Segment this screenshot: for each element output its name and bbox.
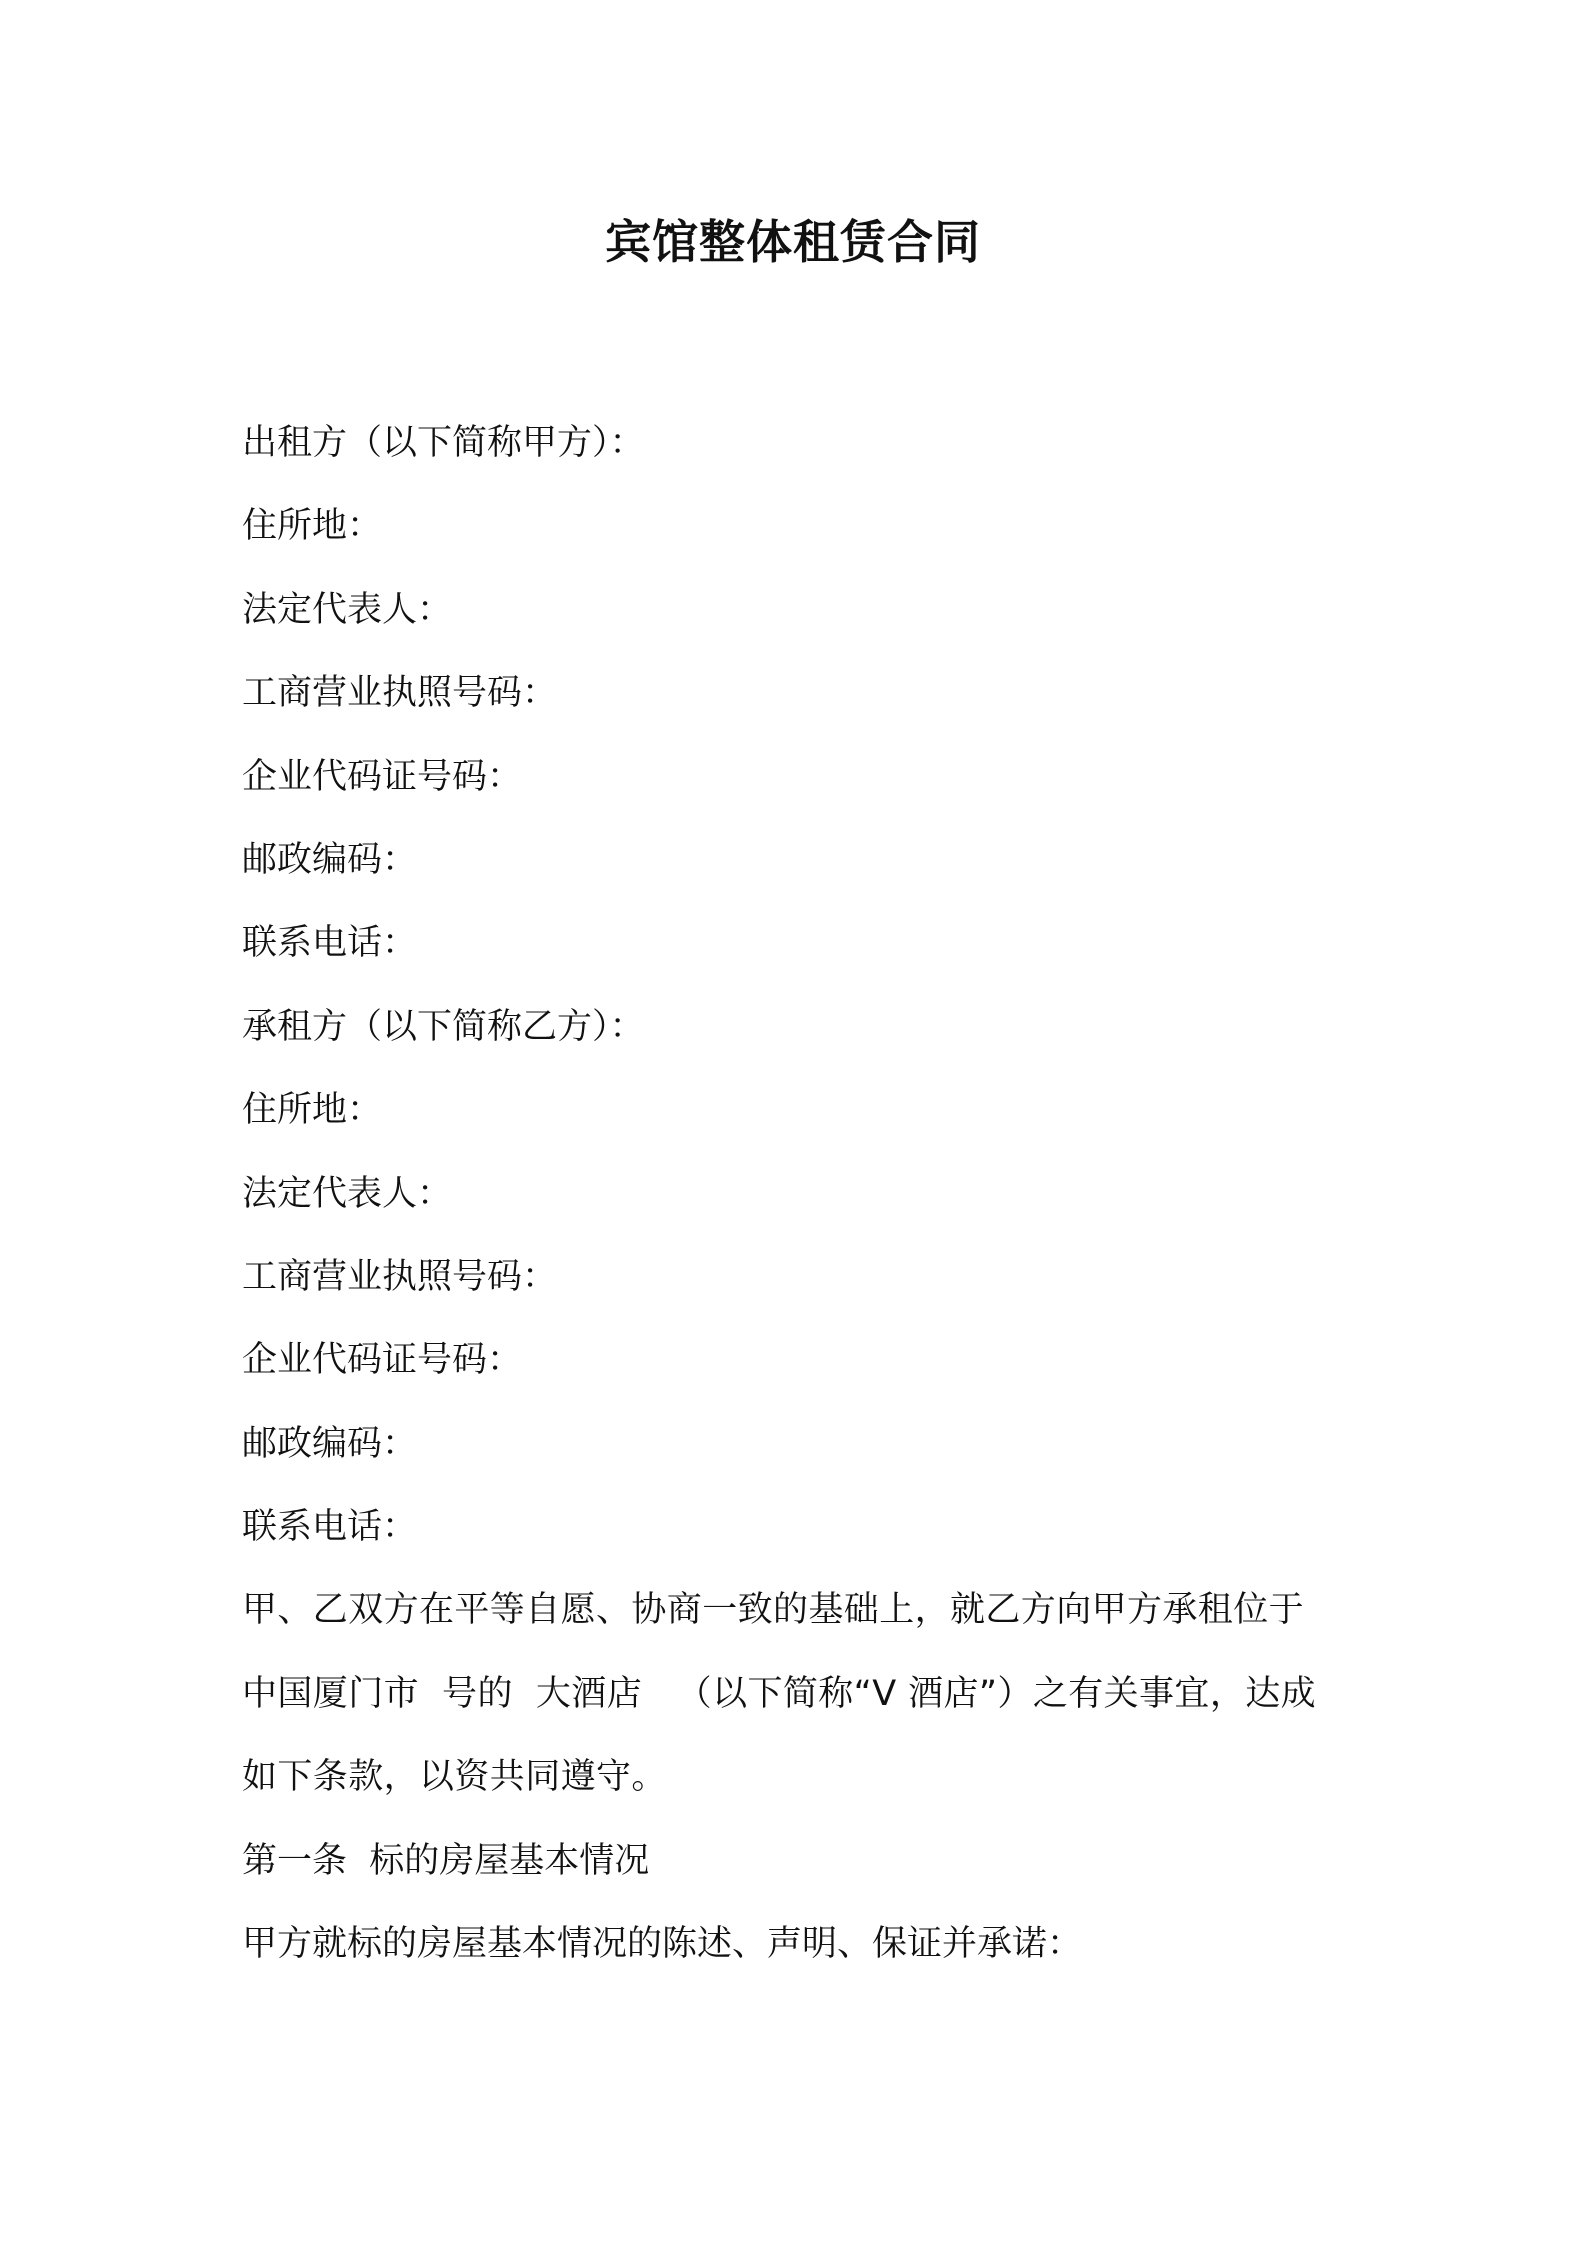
lessor-heading: 出租方（以下简称甲方）： bbox=[242, 423, 645, 463]
lessor-address-field: 住所地： bbox=[242, 506, 383, 547]
document-title: 宾馆整体租赁合同 bbox=[605, 215, 981, 269]
article-1-intro: 甲方就标的房屋基本情况的陈述、声明、保证并承诺： bbox=[242, 1924, 1083, 1965]
lessee-business-license-field: 工商营业执照号码： bbox=[242, 1256, 558, 1297]
lessor-legal-rep-field: 法定代表人： bbox=[242, 589, 453, 630]
lessor-postal-code-field: 邮政编码： bbox=[242, 839, 418, 880]
lessor-business-license-field: 工商营业执照号码： bbox=[242, 673, 558, 714]
preamble-line: 如下条款，以资共同遵守。 bbox=[242, 1757, 667, 1798]
lessee-legal-rep-field: 法定代表人： bbox=[242, 1173, 453, 1214]
lessee-org-code-field: 企业代码证号码： bbox=[242, 1340, 523, 1381]
lessee-address-field: 住所地： bbox=[242, 1090, 383, 1131]
lessor-org-code-field: 企业代码证号码： bbox=[242, 756, 523, 797]
article-1-heading: 第一条 标的房屋基本情况 bbox=[242, 1840, 650, 1881]
lessee-phone-field: 联系电话： bbox=[242, 1507, 418, 1548]
lessee-heading: 承租方（以下简称乙方）： bbox=[242, 1006, 645, 1047]
document-body bbox=[242, 402, 1362, 1986]
lessor-phone-field: 联系电话： bbox=[242, 923, 418, 964]
preamble-line: 中国厦门市 号的 大酒店 （以下简称“V 酒店”）之有关事宜，达成 bbox=[242, 1673, 1317, 1714]
lessee-postal-code-field: 邮政编码： bbox=[242, 1423, 418, 1464]
preamble-line: 甲、乙双方在平等自愿、协商一致的基础上，就乙方向甲方承租位于 bbox=[242, 1590, 1305, 1631]
